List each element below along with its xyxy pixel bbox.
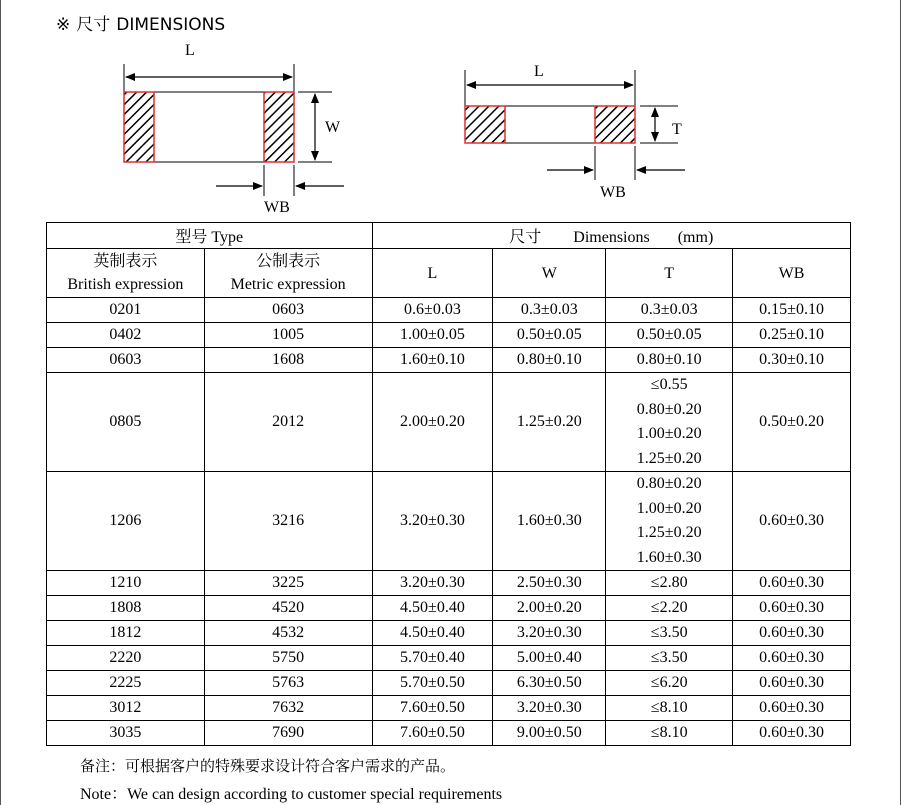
band-cell: 0.60±0.30 (733, 472, 851, 571)
metric-cell: 4520 (204, 596, 372, 621)
thickness-value: ≤3.50 (650, 649, 688, 666)
section-title-en: DIMENSIONS (116, 15, 226, 35)
british-cell: 2220 (47, 646, 205, 671)
dimension-diagram (0, 0, 902, 222)
british-cell: 1210 (47, 571, 205, 596)
width-cell: 1.60±0.30 (493, 472, 606, 571)
side-length-label: L (534, 63, 544, 80)
thickness-value: 0.80±0.20 (636, 400, 702, 418)
thickness-cell (606, 721, 733, 746)
thickness-value: ≤2.80 (650, 574, 688, 591)
thickness-value: 1.25±0.20 (636, 524, 702, 541)
length-cell: 1.60±0.10 (372, 348, 493, 373)
table-row (47, 721, 851, 746)
thickness-value: 1.00±0.20 (636, 499, 702, 517)
reference-mark: ※ (56, 15, 71, 35)
type-header: 型号 Type (47, 223, 373, 249)
band-cell: 0.15±0.10 (733, 298, 851, 323)
british-cell: 1812 (47, 621, 205, 646)
dimensions-header-unit: (mm) (677, 229, 714, 246)
thickness-cell (606, 621, 733, 646)
thickness-value: ≤2.20 (650, 599, 688, 616)
metric-cell: 4532 (204, 621, 372, 646)
british-cell: 0201 (47, 298, 205, 323)
width-cell: 2.50±0.30 (493, 571, 606, 596)
band-cell: 0.25±0.10 (733, 323, 851, 348)
table-row (47, 373, 851, 472)
length-cell: 5.70±0.40 (372, 646, 493, 671)
table-row (47, 621, 851, 646)
thickness-label: T (672, 121, 682, 138)
left-electrode-side (465, 106, 505, 143)
thickness-header: T (606, 249, 733, 298)
british-cell: 0402 (47, 323, 205, 348)
thickness-cell (606, 373, 733, 472)
section-title-cn: 尺寸 (76, 15, 111, 35)
metric-cell: 1608 (204, 348, 372, 373)
british-cell: 1808 (47, 596, 205, 621)
thickness-value: ≤0.55 (650, 376, 688, 393)
british-header-en: British expression (67, 276, 184, 293)
side-view-chip (465, 63, 685, 201)
thickness-value: ≤6.20 (650, 674, 688, 691)
table-row (47, 348, 851, 373)
metric-header-cn: 公制表示 (256, 253, 321, 270)
thickness-cell (606, 472, 733, 571)
metric-cell: 1005 (204, 323, 372, 348)
width-cell: 5.00±0.40 (493, 646, 606, 671)
table-row (47, 696, 851, 721)
length-cell: 5.70±0.50 (372, 671, 493, 696)
metric-cell: 3225 (204, 571, 372, 596)
thickness-value: ≤8.10 (650, 699, 688, 716)
thickness-value: ≤3.50 (650, 624, 688, 641)
top-view-chip (124, 42, 344, 216)
table-row (47, 571, 851, 596)
metric-header (204, 249, 372, 298)
band-cell: 0.60±0.30 (733, 621, 851, 646)
right-electrode-side (595, 106, 635, 143)
band-cell: 0.30±0.10 (733, 348, 851, 373)
thickness-cell (606, 696, 733, 721)
british-header (47, 249, 205, 298)
metric-header-en: Metric expression (230, 276, 346, 293)
metric-cell: 3216 (204, 472, 372, 571)
top-length-label: L (185, 42, 195, 59)
length-cell: 1.00±0.05 (372, 323, 493, 348)
thickness-cell (606, 571, 733, 596)
width-cell: 2.00±0.20 (493, 596, 606, 621)
british-cell: 3012 (47, 696, 205, 721)
thickness-cell (606, 646, 733, 671)
table-row (47, 298, 851, 323)
band-cell: 0.60±0.30 (733, 721, 851, 746)
length-cell: 4.50±0.40 (372, 621, 493, 646)
metric-cell: 5750 (204, 646, 372, 671)
length-header: L (372, 249, 493, 298)
thickness-value: 0.50±0.05 (636, 326, 702, 343)
width-cell: 6.30±0.50 (493, 671, 606, 696)
length-cell: 4.50±0.40 (372, 596, 493, 621)
thickness-value: 1.25±0.20 (636, 449, 702, 467)
dimensions-header-cn: 尺寸 (509, 229, 542, 246)
british-cell: 0603 (47, 348, 205, 373)
british-cell: 3035 (47, 721, 205, 746)
band-cell: 0.60±0.30 (733, 671, 851, 696)
table-body (47, 298, 851, 746)
table-row (47, 323, 851, 348)
width-cell: 3.20±0.30 (493, 621, 606, 646)
right-electrode-top (264, 92, 294, 162)
length-cell: 7.60±0.50 (372, 696, 493, 721)
metric-cell: 5763 (204, 671, 372, 696)
left-electrode-top (124, 92, 154, 162)
british-cell: 0805 (47, 373, 205, 472)
band-cell: 0.60±0.30 (733, 696, 851, 721)
length-cell: 3.20±0.30 (372, 472, 493, 571)
width-header: W (493, 249, 606, 298)
thickness-value: 1.60±0.30 (636, 548, 702, 566)
thickness-value: 0.80±0.10 (636, 351, 702, 368)
side-band-label: WB (600, 184, 626, 201)
band-cell: 0.60±0.30 (733, 571, 851, 596)
width-cell: 0.50±0.05 (493, 323, 606, 348)
width-cell: 0.80±0.10 (493, 348, 606, 373)
dimensions-header-en: Dimensions (573, 229, 650, 246)
table-row (47, 472, 851, 571)
band-cell: 0.50±0.20 (733, 373, 851, 472)
band-header: WB (733, 249, 851, 298)
band-cell: 0.60±0.30 (733, 596, 851, 621)
width-label: W (325, 119, 341, 136)
length-cell: 0.6±0.03 (372, 298, 493, 323)
thickness-cell (606, 348, 733, 373)
metric-cell: 0603 (204, 298, 372, 323)
metric-cell: 2012 (204, 373, 372, 472)
metric-cell: 7632 (204, 696, 372, 721)
length-cell: 2.00±0.20 (372, 373, 493, 472)
table-row (47, 596, 851, 621)
british-cell: 1206 (47, 472, 205, 571)
band-cell: 0.60±0.30 (733, 646, 851, 671)
length-cell: 7.60±0.50 (372, 721, 493, 746)
thickness-cell (606, 298, 733, 323)
table-row (47, 671, 851, 696)
top-band-label: WB (264, 199, 290, 216)
width-cell: 3.20±0.30 (493, 696, 606, 721)
dimensions-header (372, 223, 850, 249)
thickness-value: 1.00±0.20 (636, 425, 702, 442)
thickness-value: 0.3±0.03 (640, 301, 698, 318)
thickness-cell (606, 323, 733, 348)
width-cell: 9.00±0.50 (493, 721, 606, 746)
note-chinese: 备注：可根据客户的特殊要求设计符合客户需求的产品。 (80, 757, 456, 775)
dimensions-table (46, 222, 851, 746)
width-cell: 1.25±0.20 (493, 373, 606, 472)
length-cell: 3.20±0.30 (372, 571, 493, 596)
thickness-value: 0.80±0.20 (636, 475, 702, 492)
width-cell: 0.3±0.03 (493, 298, 606, 323)
british-header-cn: 英制表示 (93, 253, 158, 270)
british-cell: 2225 (47, 671, 205, 696)
thickness-cell (606, 671, 733, 696)
thickness-value: ≤8.10 (650, 724, 688, 741)
thickness-cell (606, 596, 733, 621)
note-english: Note：We can design according to customer special requirements (80, 786, 503, 803)
metric-cell: 7690 (204, 721, 372, 746)
table-row (47, 646, 851, 671)
